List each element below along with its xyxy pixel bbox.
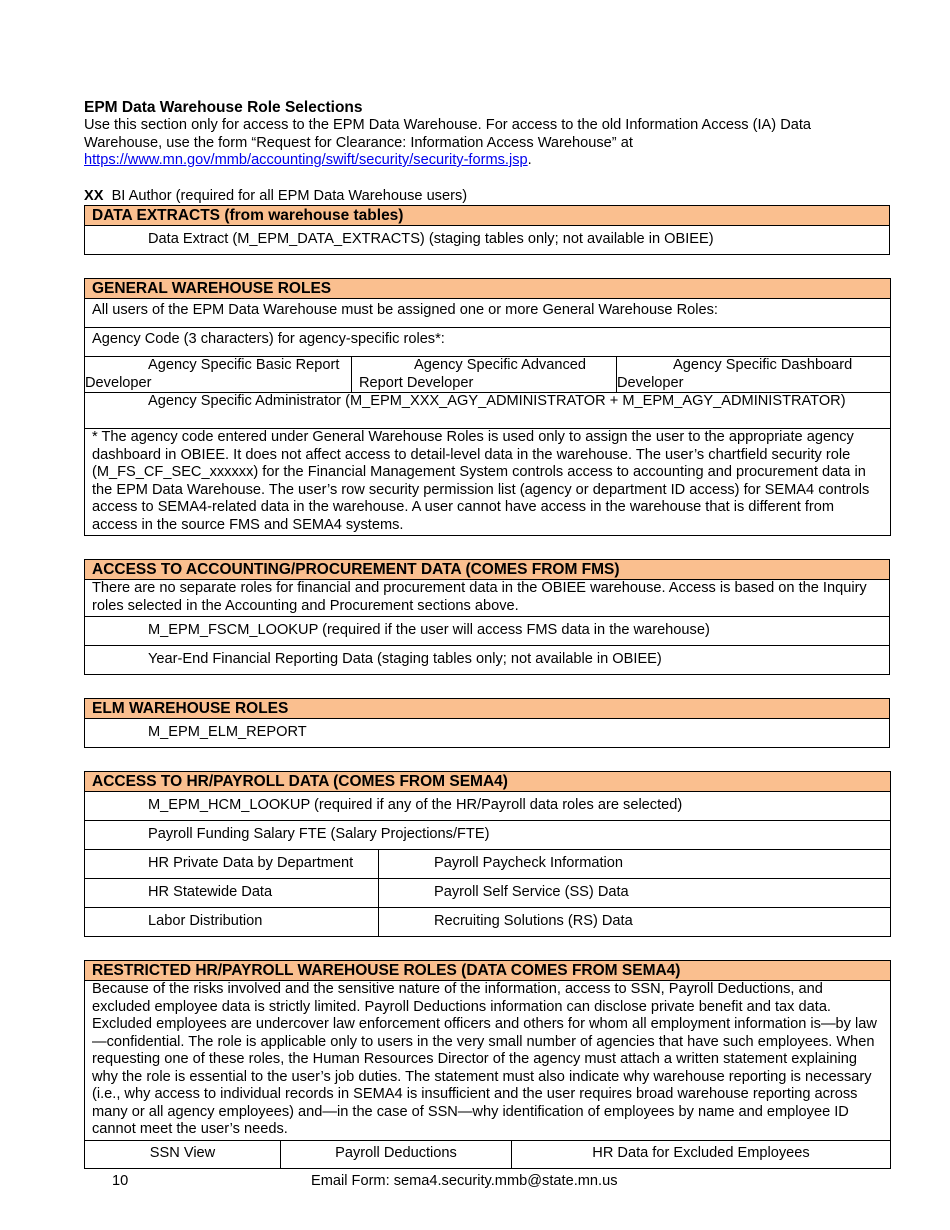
security-forms-link[interactable]: https://www.mn.gov/mmb/accounting/swift/security/security-forms.jsp <box>84 152 528 168</box>
payroll-funding-option[interactable]: Payroll Funding Salary FTE (Salary Projections/FTE) <box>85 821 891 850</box>
elm-header: ELM WAREHOUSE ROLES <box>85 699 890 719</box>
intro-period: . <box>527 152 532 168</box>
advanced-report-developer-label: Agency Specific Advanced Report Developer <box>359 357 586 391</box>
payroll-deductions-option[interactable]: Payroll Deductions <box>281 1140 512 1168</box>
agency-code-field[interactable]: Agency Code (3 characters) for agency-specific roles*: <box>85 328 891 357</box>
hr-statewide-option[interactable]: HR Statewide Data <box>85 879 379 908</box>
bi-author-mark[interactable]: XX <box>84 187 104 204</box>
basic-report-developer-option[interactable] <box>85 357 352 393</box>
page-number: 10 <box>112 1173 129 1189</box>
dashboard-developer-option[interactable] <box>617 357 891 393</box>
hr-header: ACCESS TO HR/PAYROLL DATA (COMES FROM SEMA4) <box>85 772 891 792</box>
bi-author-label: BI Author (required for all EPM Data Warehouse users) <box>111 187 468 204</box>
elm-report-option[interactable]: M_EPM_ELM_REPORT <box>85 719 890 748</box>
data-extracts-table <box>84 205 890 255</box>
agency-administrator-option[interactable] <box>85 393 891 429</box>
excluded-employees-option[interactable]: HR Data for Excluded Employees <box>512 1140 891 1168</box>
basic-report-developer-label: Agency Specific Basic Report Developer <box>85 357 340 391</box>
year-end-reporting-option[interactable]: Year-End Financial Reporting Data (staging tables only; not available in OBIEE) <box>85 646 890 675</box>
data-extracts-header: DATA EXTRACTS (from warehouse tables) <box>85 206 890 226</box>
general-roles-note: All users of the EPM Data Warehouse must be assigned one or more General Warehouse Roles: <box>85 299 891 328</box>
document-page <box>84 99 890 1169</box>
recruiting-solutions-option[interactable]: Recruiting Solutions (RS) Data <box>379 908 891 937</box>
intro-text: Use this section only for access to the EPM Data Warehouse. For access to the old Information Access (IA) Data Warehouse, use the form “Request for Clearance: Information Access Warehouse” at <box>84 117 812 151</box>
fscm-lookup-option[interactable]: M_EPM_FSCM_LOOKUP (required if the user will access FMS data in the warehouse) <box>85 617 890 646</box>
data-extract-option[interactable]: Data Extract (M_EPM_DATA_EXTRACTS) (staging tables only; not available in OBIEE) <box>85 226 890 255</box>
agency-code-footnote: * The agency code entered under General Warehouse Roles is used only to assign the user to the appropriate agency dashboard in OBIEE. It does not affect access to detail-level data in the warehouse. The user’s chartfield security role (M_FS_CF_SEC_xxxxxx) for the Financial Management System controls access to accounting and procurement data in the EPM Data Warehouse. The user’s row security permission list (agency or department ID access) for SEMA4 controls access to SEMA4-related data in the warehouse. A user cannot have access in the warehouse that is different from access in the source FMS and SEMA4 systems. <box>85 429 891 536</box>
restricted-table <box>84 960 891 1169</box>
elm-table <box>84 698 890 748</box>
page-title: EPM Data Warehouse Role Selections <box>84 99 363 116</box>
bi-author-line <box>84 188 890 206</box>
hr-table <box>84 771 891 937</box>
payroll-self-service-option[interactable]: Payroll Self Service (SS) Data <box>379 879 891 908</box>
advanced-report-developer-option[interactable] <box>352 357 617 393</box>
labor-distribution-option[interactable]: Labor Distribution <box>85 908 379 937</box>
accounting-table <box>84 559 890 675</box>
accounting-header: ACCESS TO ACCOUNTING/PROCUREMENT DATA (COMES FROM FMS) <box>85 560 890 580</box>
agency-administrator-label: Agency Specific Administrator (M_EPM_XXX_AGY_ADMINISTRATOR + M_EPM_AGY_ADMINISTRATOR) <box>148 393 846 409</box>
intro-paragraph <box>84 117 890 170</box>
hcm-lookup-option[interactable]: M_EPM_HCM_LOOKUP (required if any of the HR/Payroll data roles are selected) <box>85 792 891 821</box>
page-footer <box>0 1173 950 1193</box>
payroll-paycheck-option[interactable]: Payroll Paycheck Information <box>379 850 891 879</box>
dashboard-developer-label: Agency Specific Dashboard Developer <box>617 357 853 391</box>
hr-private-data-option[interactable]: HR Private Data by Department <box>85 850 379 879</box>
general-roles-header: GENERAL WAREHOUSE ROLES <box>85 279 891 299</box>
general-roles-table <box>84 278 891 536</box>
accounting-note: There are no separate roles for financial and procurement data in the OBIEE warehouse. Access is based on the Inquiry roles selected in the Accounting and Procurement sections above. <box>85 580 890 617</box>
restricted-header: RESTRICTED HR/PAYROLL WAREHOUSE ROLES (DATA COMES FROM SEMA4) <box>85 961 891 981</box>
ssn-view-option[interactable]: SSN View <box>85 1140 281 1168</box>
footer-email: Email Form: sema4.security.mmb@state.mn.us <box>311 1173 618 1189</box>
restricted-note: Because of the risks involved and the sensitive nature of the information, access to SSN, Payroll Deductions, and excluded employee data is strictly limited. Payroll Deductions information can disclose private benefit and tax data. Excluded employees are undercover law enforcement officers and others for whom all employment information is—by law—confidential. The role is applicable only to users in the very small number of agencies that have such employees. When requesting one of these roles, the Human Resources Director of the agency must attach a written statement explaining why the role is essential to the user’s job duties. The statement must also indicate why warehouse reporting is necessary (i.e., why access to individual records in SEMA4 is insufficient and the user requires broad warehouse reporting across many or all agency employees) and—in the case of SSN—why identification of employees by name and employee ID cannot meet the user’s needs. <box>85 981 891 1141</box>
